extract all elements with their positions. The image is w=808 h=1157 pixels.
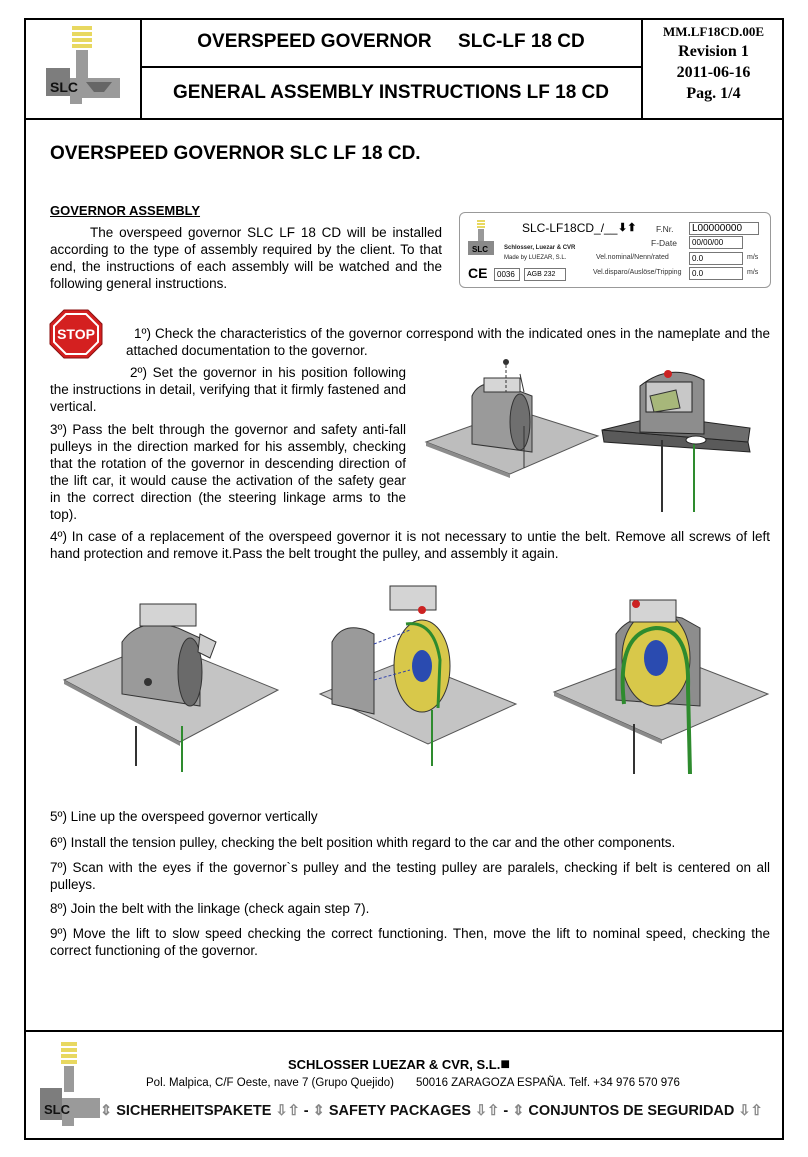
svg-text:SLC: SLC xyxy=(50,79,78,95)
main-title: OVERSPEED GOVERNOR SLC LF 18 CD. xyxy=(50,143,421,164)
header-logo-cell xyxy=(24,18,142,120)
svg-text:STOP: STOP xyxy=(57,326,95,342)
replacement-illustration-2 xyxy=(310,580,520,770)
header-title-line2: GENERAL ASSEMBLY INSTRUCTIONS LF 18 CD xyxy=(172,82,609,103)
fnr-value: L00000000 xyxy=(689,222,759,235)
fdate-value: 00/00/00 xyxy=(689,236,743,249)
ce-mark: CE xyxy=(468,265,488,281)
step-2: 2º) Set the governor in his position following the instructions in detail, verifying that it firmly fastened and vertical. xyxy=(50,365,406,414)
down-up-arrows-icon: ⇩⇧ xyxy=(738,1103,763,1119)
belt-icon: ⇕ xyxy=(312,1103,325,1119)
vtrip-unit: m/s xyxy=(747,269,759,276)
section-title: GOVERNOR ASSEMBLY xyxy=(50,203,201,218)
svg-text:SLC: SLC xyxy=(44,1102,70,1117)
fdate-label: F-Date xyxy=(651,238,677,248)
replacement-illustration-1 xyxy=(60,586,280,776)
agb-number: AGB 232 xyxy=(524,268,566,281)
fnr-label: F.Nr. xyxy=(656,224,674,234)
down-up-arrows-icon: ⇩⇧ xyxy=(275,1103,300,1119)
ce-number: 0036 xyxy=(494,268,520,281)
step-1: 1º) Check the characteristics of the governor correspond with the indicated ones in the nameplate and the attached documentation to the governor. xyxy=(126,326,770,358)
step-9: 9º) Move the lift to slow speed checking the correct functioning. Then, move the lift to nominal speed, checking the correct functioning of the governor. xyxy=(50,926,770,958)
doc-page: Pag. 1/4 xyxy=(686,85,741,102)
belt-icon: ⇕ xyxy=(512,1103,525,1119)
vtrip-value: 0.0 xyxy=(689,267,743,280)
replacement-illustration-3 xyxy=(550,588,772,780)
footer-address: Pol. Malpica, C/F Oeste, nave 7 (Grupo Quejido) 50016 ZARAGOZA ESPAÑA. Telf. +34 976 570 976 xyxy=(146,1077,680,1089)
nameplate xyxy=(459,212,771,288)
doc-revision: Revision 1 xyxy=(678,43,749,60)
vnom-label: Vel.nominal/Nenn/rated xyxy=(596,254,669,261)
nameplate-model: SLC-LF18CD_/__ xyxy=(522,221,618,235)
footer-packages: ⇕ SICHERHEITSPAKETE ⇩⇧ - ⇕ SAFETY PACKAGES ⇩⇧ - ⇕ CONJUNTOS DE SEGURIDAD ⇩⇧ xyxy=(100,1103,763,1119)
svg-text:SLC: SLC xyxy=(472,245,488,254)
footer-company: SCHLOSSER LUEZAR & CVR, S.L.■ xyxy=(288,1056,511,1073)
step-7: 7º) Scan with the eyes if the governor`s pulley and the testing pulley are paralels, checking if belt is centered on all pulleys. xyxy=(50,860,770,892)
nameplate-company: Schlosser, Luezar & CVR xyxy=(504,245,576,251)
step-3: 3º) Pass the belt through the governor and safety anti-fall pulleys in the direction marked for his assembly, checking that the rotation of the governor in descending direction of the lift car, it would cause the activation of the safety gear in the correct direction (the steering linkage arms to the top). xyxy=(50,422,406,522)
nameplate-made-by: Made by LUEZAR, S.L. xyxy=(504,255,567,261)
header-meta xyxy=(641,18,784,120)
nameplate-logo xyxy=(466,219,496,259)
direction-arrows-icon: ⬇⬆ xyxy=(618,222,637,234)
step-8: 8º) Join the belt with the linkage (check again step 7). xyxy=(50,901,370,916)
intro-paragraph: The overspeed governor SLC LF 18 CD will be installed according to the type of assembly required by the client. To that end, the instructions of each assembly will be watched and the following general instructions. xyxy=(50,225,442,291)
stop-sign-icon xyxy=(48,308,104,360)
step-5: 5º) Line up the overspeed governor vertically xyxy=(50,809,318,824)
doc-ref: MM.LF18CD.00E xyxy=(662,24,765,39)
down-up-arrows-icon: ⇩⇧ xyxy=(474,1103,500,1119)
step-4: 4º) In case of a replacement of the overspeed governor it is not necessary to untie the belt. Remove all screws of left hand protection and remove it.Pass the belt trought the pulley, and assembly it again. xyxy=(50,529,770,561)
slc-logo xyxy=(24,18,142,120)
governor-assembly-illustration-1 xyxy=(420,356,602,480)
header-title-line1: OVERSPEED GOVERNOR SLC-LF 18 CD xyxy=(141,18,641,68)
header-title-block xyxy=(141,18,641,120)
belt-icon: ⇕ xyxy=(100,1103,113,1119)
vnom-value: 0.0 xyxy=(689,252,743,265)
doc-date: 2011-06-16 xyxy=(676,64,751,81)
footer-divider xyxy=(24,1030,784,1032)
step-6: 6º) Install the tension pulley, checking the belt position whith regard to the car and the other components. xyxy=(50,835,676,850)
vnom-unit: m/s xyxy=(747,254,759,261)
page-frame xyxy=(24,18,784,1140)
governor-assembly-illustration-2 xyxy=(600,356,770,516)
vtrip-label: Vel.disparo/Auslöse/Tripping xyxy=(593,269,682,276)
footer-slc-logo xyxy=(34,1040,104,1132)
